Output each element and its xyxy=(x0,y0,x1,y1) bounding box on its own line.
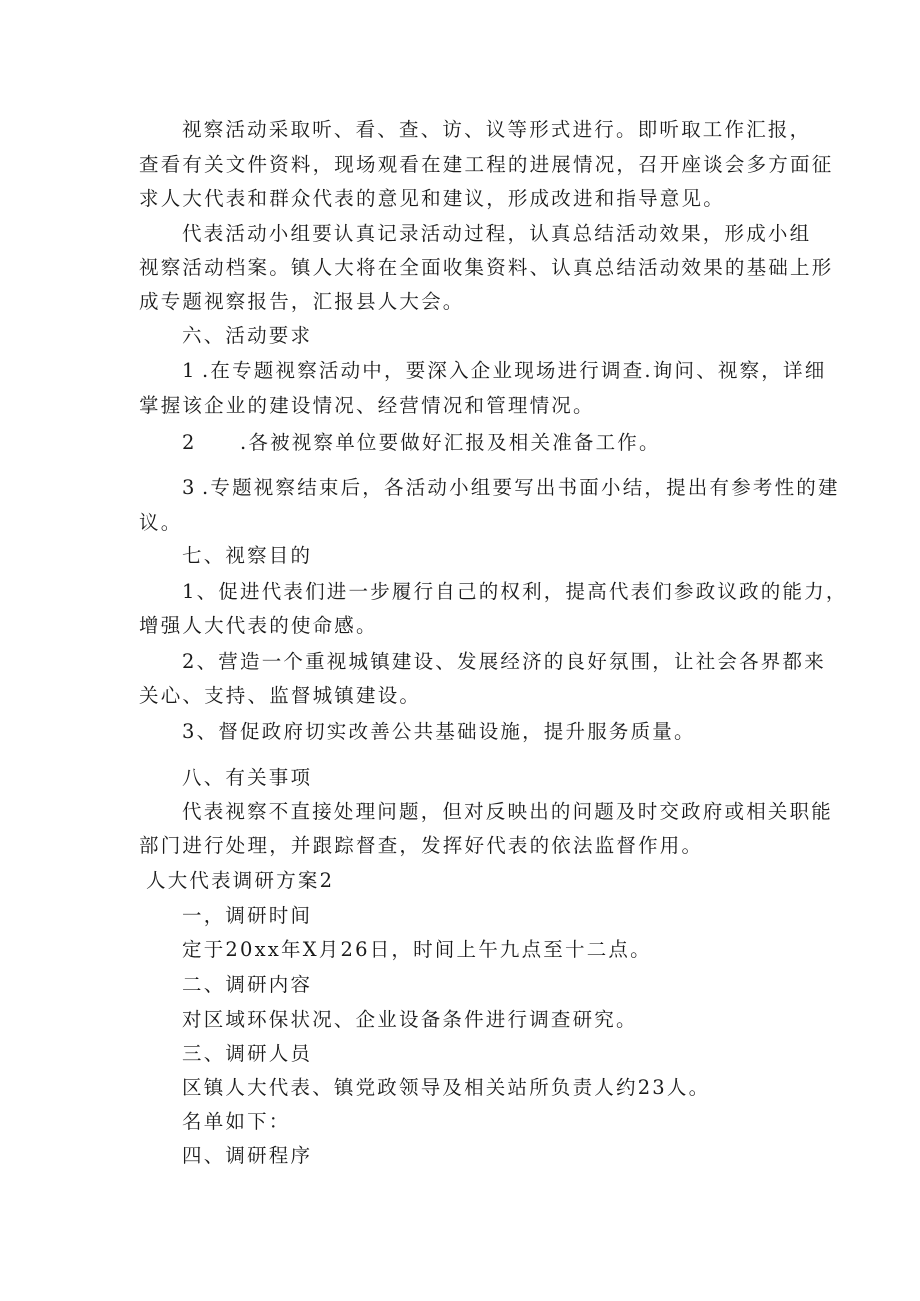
paragraph-line: 区镇人大代表、镇党政领导及相关站所负责人约23人。 xyxy=(182,1076,711,1099)
paragraph-line: 代表视察不直接处理问题，但对反映出的问题及时交政府或相关职能 xyxy=(182,800,834,823)
paragraph-line: 代表活动小组要认真记录活动过程，认真总结活动效果，形成小组 xyxy=(182,222,812,245)
document-title: 人大代表调研方案2 xyxy=(146,869,335,892)
section-heading: 二、调研内容 xyxy=(182,973,313,996)
section-heading: 八、有关事项 xyxy=(182,766,313,789)
paragraph-line: 求人大代表和群众代表的意见和建议，形成改进和指导意见。 xyxy=(139,187,725,210)
list-item-text: 2、营造一个重视城镇建设、发展经济的良好氛围，让社会各界都来 xyxy=(182,650,826,673)
paragraph-line: 掌握该企业的建设情况、经营情况和管理情况。 xyxy=(139,394,595,417)
list-item-text: .各被视察单位要做好汇报及相关准备工作。 xyxy=(240,431,661,454)
section-heading: 一，调研时间 xyxy=(182,904,313,927)
paragraph-line: 增强人大代表的使命感。 xyxy=(139,614,378,637)
paragraph-line: 查看有关文件资料，现场观看在建工程的进展情况，召开座谈会多方面征 xyxy=(139,153,834,176)
list-item xyxy=(182,431,661,455)
paragraph-line: 议。 xyxy=(139,511,183,534)
section-heading: 六、活动要求 xyxy=(182,324,313,347)
paragraph-line: 成专题视察报告，汇报县人大会。 xyxy=(139,290,465,313)
list-item-text: 3、督促政府切实改善公共基础设施，提升服务质量。 xyxy=(182,720,696,743)
section-heading: 七、视察目的 xyxy=(182,544,313,567)
list-item-text: 1、促进代表们进一步履行自己的权利，提高代表们参政议政的能力， xyxy=(182,580,848,603)
list-item xyxy=(182,359,826,383)
paragraph-line: 视察活动档案。镇人大将在全面收集资料、认真总结活动效果的基础上形 xyxy=(139,256,834,279)
list-item-text: .在专题视察活动中，要深入企业现场进行调查.询问、视察，详细 xyxy=(202,359,827,382)
list-label: 名单如下： xyxy=(182,1110,291,1133)
list-item-number: 3 xyxy=(182,476,197,499)
list-item xyxy=(182,476,840,500)
list-item-text: .专题视察结束后，各活动小组要写出书面小结，提出有参考性的建 xyxy=(202,476,840,499)
paragraph-line: 关心、支持、监督城镇建设。 xyxy=(139,684,422,707)
section-heading: 四、调研程序 xyxy=(182,1144,313,1167)
paragraph-line: 对区域环保状况、企业设备条件进行调查研究。 xyxy=(182,1008,638,1031)
list-item-number: 2 xyxy=(182,431,197,454)
section-heading: 三、调研人员 xyxy=(182,1042,313,1065)
paragraph-line: 定于20xx年X月26日，时间上午九点至十二点。 xyxy=(182,938,652,961)
paragraph-line: 视察活动采取听、看、查、访、议等形式进行。即听取工作汇报， xyxy=(182,118,812,141)
paragraph-line: 部门进行处理，并跟踪督查，发挥好代表的依法监督作用。 xyxy=(139,834,704,857)
list-item-number: 1 xyxy=(182,359,197,382)
